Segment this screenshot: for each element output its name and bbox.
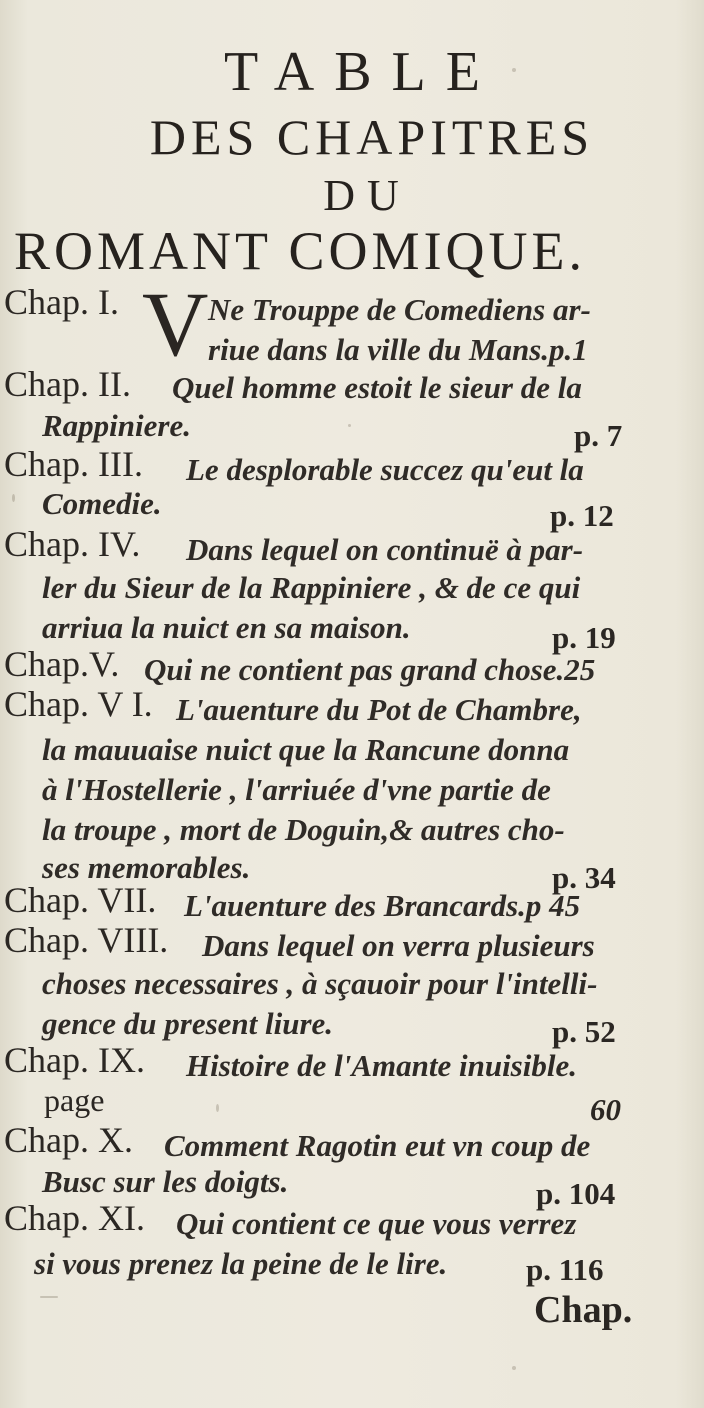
chapter-2-label: Chap. II.	[4, 364, 131, 404]
chapter-8-line-1: Dans lequel on verra plusieurs	[202, 928, 595, 963]
chapter-3-label: Chap. III.	[4, 444, 143, 484]
chapter-10-line-1: Comment Ragotin eut vn coup de	[164, 1128, 591, 1163]
chapter-6-line-3: à l'Hostellerie , l'arriuée d'vne partie de	[42, 772, 551, 807]
chapter-8-label: Chap. VIII.	[4, 920, 169, 960]
chapter-11-line-1: Qui contient ce que vous verrez	[176, 1206, 577, 1241]
chapter-7-line-1: L'auenture des Brancards.p 45	[184, 888, 581, 923]
chapter-11-label: Chap. XI.	[4, 1198, 145, 1238]
title-des-chapitres: DES CHAPITRES	[149, 109, 595, 165]
chapter-8-page: p. 52	[552, 1014, 616, 1049]
paper-speck	[40, 1296, 58, 1298]
chapter-6-page: p. 34	[552, 860, 616, 895]
chapter-10-line-2: Busc sur les doigts.	[42, 1164, 289, 1199]
chapter-9-page: 60	[590, 1092, 621, 1127]
paper-speck	[512, 68, 516, 72]
chapter-2-line-1: Quel homme estoit le sieur de la	[172, 370, 582, 405]
chapter-8-line-2: choses necessaires , à sçauoir pour l'intelli-	[42, 966, 598, 1001]
chapter-2-line-2: Rappiniere.	[42, 408, 191, 443]
chapter-1-line-2: riue dans la ville du Mans.p.1	[208, 332, 588, 367]
paper-speck	[348, 424, 351, 427]
title-table: TABLE	[224, 41, 500, 103]
chapter-1-dropcap: V	[142, 273, 209, 375]
chapter-1-line-1: Ne Trouppe de Comediens ar-	[208, 292, 591, 327]
chapter-4-line-3: arriua la nuict en sa maison.	[42, 610, 411, 645]
chapter-7-label: Chap. VII.	[4, 880, 157, 920]
chapter-2-page: p. 7	[574, 418, 623, 453]
chapter-10-page: p. 104	[536, 1176, 616, 1211]
chapter-4-line-2: ler du Sieur de la Rappiniere , & de ce qui	[42, 570, 581, 605]
chapter-9-line-2: page	[44, 1082, 105, 1118]
chapter-8-line-3: gence du present liure.	[42, 1006, 334, 1041]
chapter-6-line-1: L'auenture du Pot de Chambre,	[176, 692, 582, 727]
paper-speck	[512, 1366, 516, 1370]
chapter-3-line-2: Comedie.	[42, 486, 162, 521]
chapter-4-line-1: Dans lequel on continuë à par-	[186, 532, 584, 567]
chapter-3-page: p. 12	[550, 498, 614, 533]
paper-speck	[12, 494, 15, 502]
chapter-3-line-1: Le desplorable succez qu'eut la	[186, 452, 584, 487]
chapter-6-line-5: ses memorables.	[42, 850, 251, 885]
chapter-9-line-1: Histoire de l'Amante inuisible.	[186, 1048, 577, 1083]
chapter-1-label: Chap. I.	[4, 282, 119, 322]
chapter-9-label: Chap. IX.	[4, 1040, 145, 1080]
chapter-5-label: Chap.V.	[4, 644, 120, 684]
chapter-11-line-2: si vous prenez la peine de le lire.	[34, 1246, 448, 1281]
chapter-6-line-2: la mauuaise nuict que la Rancune donna	[42, 732, 570, 767]
chapter-6-label: Chap. V I.	[4, 684, 153, 724]
chapter-5-line-1: Qui ne contient pas grand chose.25	[144, 652, 596, 687]
paper-speck	[216, 1104, 219, 1112]
title-du: DU	[323, 171, 411, 220]
chapter-10-label: Chap. X.	[4, 1120, 133, 1160]
chapter-4-page: p. 19	[552, 620, 616, 655]
title-romant-comique: ROMANT COMIQUE.	[14, 221, 587, 281]
chapter-11-page: p. 116	[526, 1252, 604, 1287]
chapter-6-line-4: la troupe , mort de Doguin,& autres cho-	[42, 812, 565, 847]
chapter-4-label: Chap. IV.	[4, 524, 141, 564]
catchword: Chap.	[534, 1289, 633, 1331]
